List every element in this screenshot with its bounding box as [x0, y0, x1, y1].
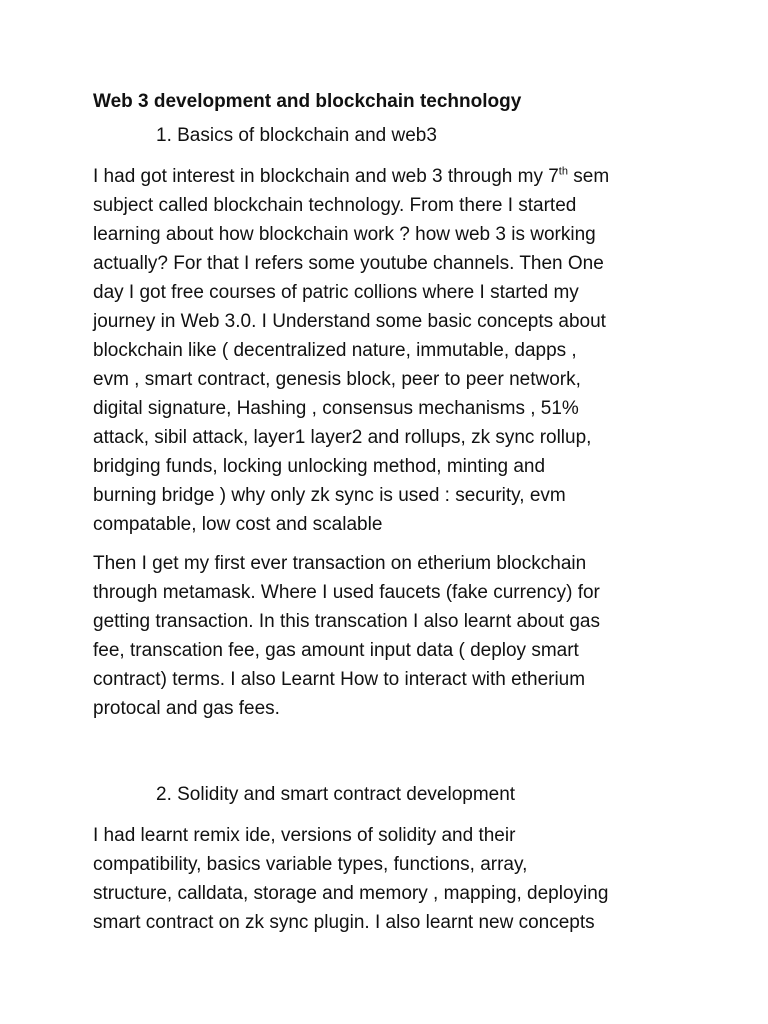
- document-body: [93, 88, 693, 947]
- paragraph-remix: [93, 821, 693, 937]
- paragraph-line: burning bridge ) why only zk sync is used : security, evm: [93, 485, 566, 506]
- paragraph-line: day I got free courses of patric collions where I started my: [93, 282, 579, 303]
- paragraph-line: I had learnt remix ide, versions of solidity and their: [93, 825, 516, 846]
- section-heading-basics: 1. Basics of blockchain and web3: [156, 125, 437, 146]
- paragraph-line: digital signature, Hashing , consensus mechanisms , 51%: [93, 398, 579, 419]
- section-heading-solidity: 2. Solidity and smart contract development: [156, 784, 516, 805]
- paragraph-line: subject called blockchain technology. From there I started: [93, 195, 577, 216]
- paragraph-line: journey in Web 3.0. I Understand some basic concepts about: [93, 311, 606, 332]
- paragraph-line: compatable, low cost and scalable: [93, 514, 383, 535]
- paragraph-line: evm , smart contract, genesis block, peer to peer network,: [93, 369, 581, 390]
- line-text: sem: [567, 166, 610, 187]
- paragraph-line: through metamask. Where I used faucets (fake currency) for: [93, 582, 600, 603]
- paragraph-line: blockchain like ( decentralized nature, immutable, dapps ,: [93, 340, 577, 361]
- line-text: I had got interest in blockchain and web 3 through my 7: [93, 166, 559, 187]
- paragraph-line: contract) terms. I also Learnt How to interact with etherium: [93, 669, 586, 690]
- paragraph-line: bridging funds, locking unlocking method, minting and: [93, 456, 546, 477]
- paragraph-line: actually? For that I refers some youtube channels. Then One: [93, 253, 604, 274]
- paragraph-line: getting transaction. In this transcation I also learnt about gas: [93, 611, 600, 632]
- document-title: Web 3 development and blockchain technology: [93, 91, 522, 112]
- paragraph-line: [93, 162, 693, 191]
- paragraph-line: attack, sibil attack, layer1 layer2 and rollups, zk sync rollup,: [93, 427, 592, 448]
- paragraph-line: structure, calldata, storage and memory , mapping, deploying: [93, 883, 609, 904]
- paragraph-line: smart contract on zk sync plugin. I also learnt new concepts: [93, 912, 595, 933]
- paragraph-line: fee, transcation fee, gas amount input data ( deploy smart: [93, 640, 579, 661]
- paragraph-line: Then I get my first ever transaction on etherium blockchain: [93, 553, 587, 574]
- superscript-ordinal: th: [558, 165, 568, 178]
- paragraph-first-transaction: [93, 549, 693, 723]
- paragraph-line: learning about how blockchain work ? how web 3 is working: [93, 224, 596, 245]
- blank-line: [93, 733, 693, 781]
- paragraph-interest: [93, 162, 693, 539]
- paragraph-line: protocal and gas fees.: [93, 698, 280, 719]
- paragraph-line: compatibility, basics variable types, functions, array,: [93, 854, 528, 875]
